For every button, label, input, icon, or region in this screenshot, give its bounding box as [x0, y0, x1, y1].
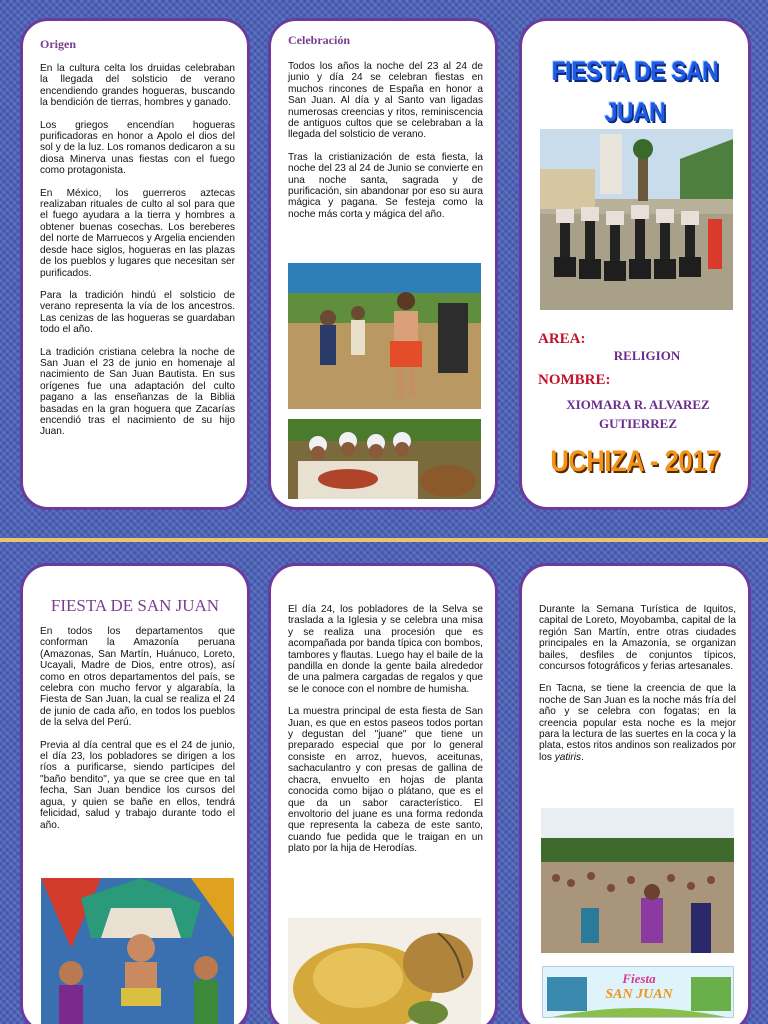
- panel-juane: [268, 563, 498, 1024]
- location-year: UCHIZA - 2017: [550, 445, 720, 478]
- cover-title-line1: FIESTA DE SAN: [551, 56, 719, 86]
- panel-cover: [519, 18, 751, 510]
- celebracion-paragraph: Tras la cristianización de esta fiesta, la noche del 23 al 24 de Junio se convierte en una noche santa, sagrada y de purificación, sin abandonar por eso su aura mágica y pagana. Se festeja como la noche más corta y mágica del año.: [288, 151, 483, 220]
- river-bath-photo: [541, 808, 734, 953]
- fold-divider: [0, 538, 768, 542]
- logo-line1: Fiesta: [622, 971, 656, 986]
- origen-paragraph: La tradición cristiana celebra la noche de San Juan el 23 de junio en homenaje al nacimiento de San Juan Bautista. En sus orígenes fue una adaptación del culto pagano a las enseñanzas de la Biblia basadas en la gran hoguera que Zacarías encendió tras el nacimiento de su hijo Juan.: [40, 346, 235, 438]
- fiesta-logo: [599, 971, 679, 1003]
- tradiciones-text: [539, 604, 736, 774]
- name-label: NOMBRE:: [538, 372, 611, 388]
- logo-line2: SAN JUAN: [605, 987, 673, 1002]
- area-value: RELIGION: [613, 348, 681, 363]
- juane-paragraph: La muestra principal de esta fiesta de San Juan, es que en estos paseos todos portan y degustan del "juane" que tiene un preparado especial que por lo general consiste en arroz, huevos, aceitunas, sachaculantro y con presas de gallina de chacra, envuelto en hojas de planta conocida como bijao o plátano, que es el que da un sabor característico. El envoltorio del juane es una forma redonda que representa la cabeza de este santo, cuando fue pedida que le traigan en un plato por la hija de Herodías.: [288, 706, 483, 855]
- juane-paragraph: El día 24, los pobladores de la Selva se traslada a la Iglesia y se celebra una misa y se realiza una procesión que es acompañada por banda típica con bombos, tambores y flautas. Luego hay el baile de la pandilla en donde la gente baila alrededor de una palmera cargadas de regalos y que se le conoce con el nombre de humisha.: [288, 604, 483, 695]
- name-value-line2: GUTIERREZ: [598, 416, 678, 431]
- panel-celebracion: [268, 18, 498, 510]
- tacna-text: En Tacna, se tiene la creencia de que la noche de San Juan es la noche más fría del año y se celebra con fogatas; en la creencia popular esta noche es la mejor para la lectura de las suertes en la coca y la plata, estos ritos andinos son realizados por los: [539, 683, 736, 763]
- cover-title-line2: JUAN: [604, 97, 666, 127]
- celebracion-paragraph: Todos los años la noche del 23 al 24 de junio y día 24 se celebran fiestas en muchos rincones de España en honor a San Juan. Al día y al Santo van ligadas numerosas creencias y ritos, reminiscencia de antiguos cultos que se celebraban a la llegada del solsticio de verano.: [288, 61, 483, 141]
- juane-photo: [288, 918, 481, 1024]
- cover-title: [546, 51, 725, 133]
- section-title: FIESTA DE SAN JUAN: [50, 596, 220, 615]
- origen-paragraph: En la cultura celta los druidas celebraban la llegada del solsticio de verano encendiendo grandes hogueras, buscando la bendición de tierras, hombres y ganado.: [40, 63, 235, 109]
- juane-text: [288, 604, 483, 866]
- area-label: AREA:: [538, 331, 586, 347]
- procession-photo: [540, 129, 733, 310]
- origen-text: [40, 63, 235, 449]
- origen-heading: Origen: [40, 37, 76, 51]
- origen-paragraph: Para la tradición hindú el solsticio de verano representa la vía de los ancestros. Las cenizas de las hogueras se guardaban todo el año.: [40, 289, 235, 336]
- celebracion-text: [288, 61, 483, 231]
- celebracion-heading: Celebración: [288, 33, 350, 47]
- cooking-photo: [288, 419, 481, 499]
- panel-tradiciones: [519, 563, 751, 1024]
- origen-paragraph: Los griegos encendían hogueras purificadoras en honor a Apolo el dios del sol y de la luz. Los romanos dedicaron a su diosa Minerva unas fiestas con el fuego como protagonista.: [40, 119, 235, 177]
- name-value-line1: XIOMARA R. ALVAREZ: [566, 397, 710, 412]
- tradiciones-paragraph: [539, 683, 736, 763]
- carnival-dancers-photo: [41, 878, 234, 1024]
- period-text: .: [581, 751, 584, 763]
- dancers-photo: [288, 263, 481, 409]
- panel-origen: [20, 18, 250, 510]
- intro-paragraph: Previa al día central que es el 24 de junio, el día 23, los pobladores se dirigen a los ríos a purificarse, siendo partícipes del "baño bendito", ya que se cree que en tal fecha, San Juan bendice los cursos del agua, y quien se bañe en ellos, tendrá felicidad, salud y trabajo durante todo el año.: [40, 739, 235, 831]
- tradiciones-paragraph: Durante la Semana Turística de Iquitos, capital de Loreto, Moyobamba, capital de la región San Martín, entre otras ciudades principales en la Amazonía, se organizan bailes, desfiles de conjuntos típicos, concursos fotográficos y ferias artesanales.: [539, 604, 736, 673]
- fiesta-logo-banner: [542, 966, 734, 1018]
- panel-fiesta-intro: [20, 563, 250, 1024]
- yatiris-text: yatiris: [554, 751, 582, 763]
- intro-text: [40, 626, 235, 842]
- origen-paragraph: En México, los guerreros aztecas realizaban rituales de culto al sol para que el fuego ayudara a la tierra y hombres a obtener buenas cosechas. Los bereberes del norte de Marruecos y Argelia encienden desde hace siglos, hogueras en las plazas de los pueblos y lugares que necesitan ser purificados.: [40, 187, 235, 279]
- intro-paragraph: En todos los departamentos que conforman la Amazonía peruana (Amazonas, San Martín, Huánuco, Loreto, Ucayali, Madre de Dios, entre otros), así como en otros departamentos del país, se celebra con mucho fervor y algarabía, la Fiesta de San Juan, la cual se realiza el 24 de junio de cada año, en todos los pueblos de la selva del Perú.: [40, 626, 235, 729]
